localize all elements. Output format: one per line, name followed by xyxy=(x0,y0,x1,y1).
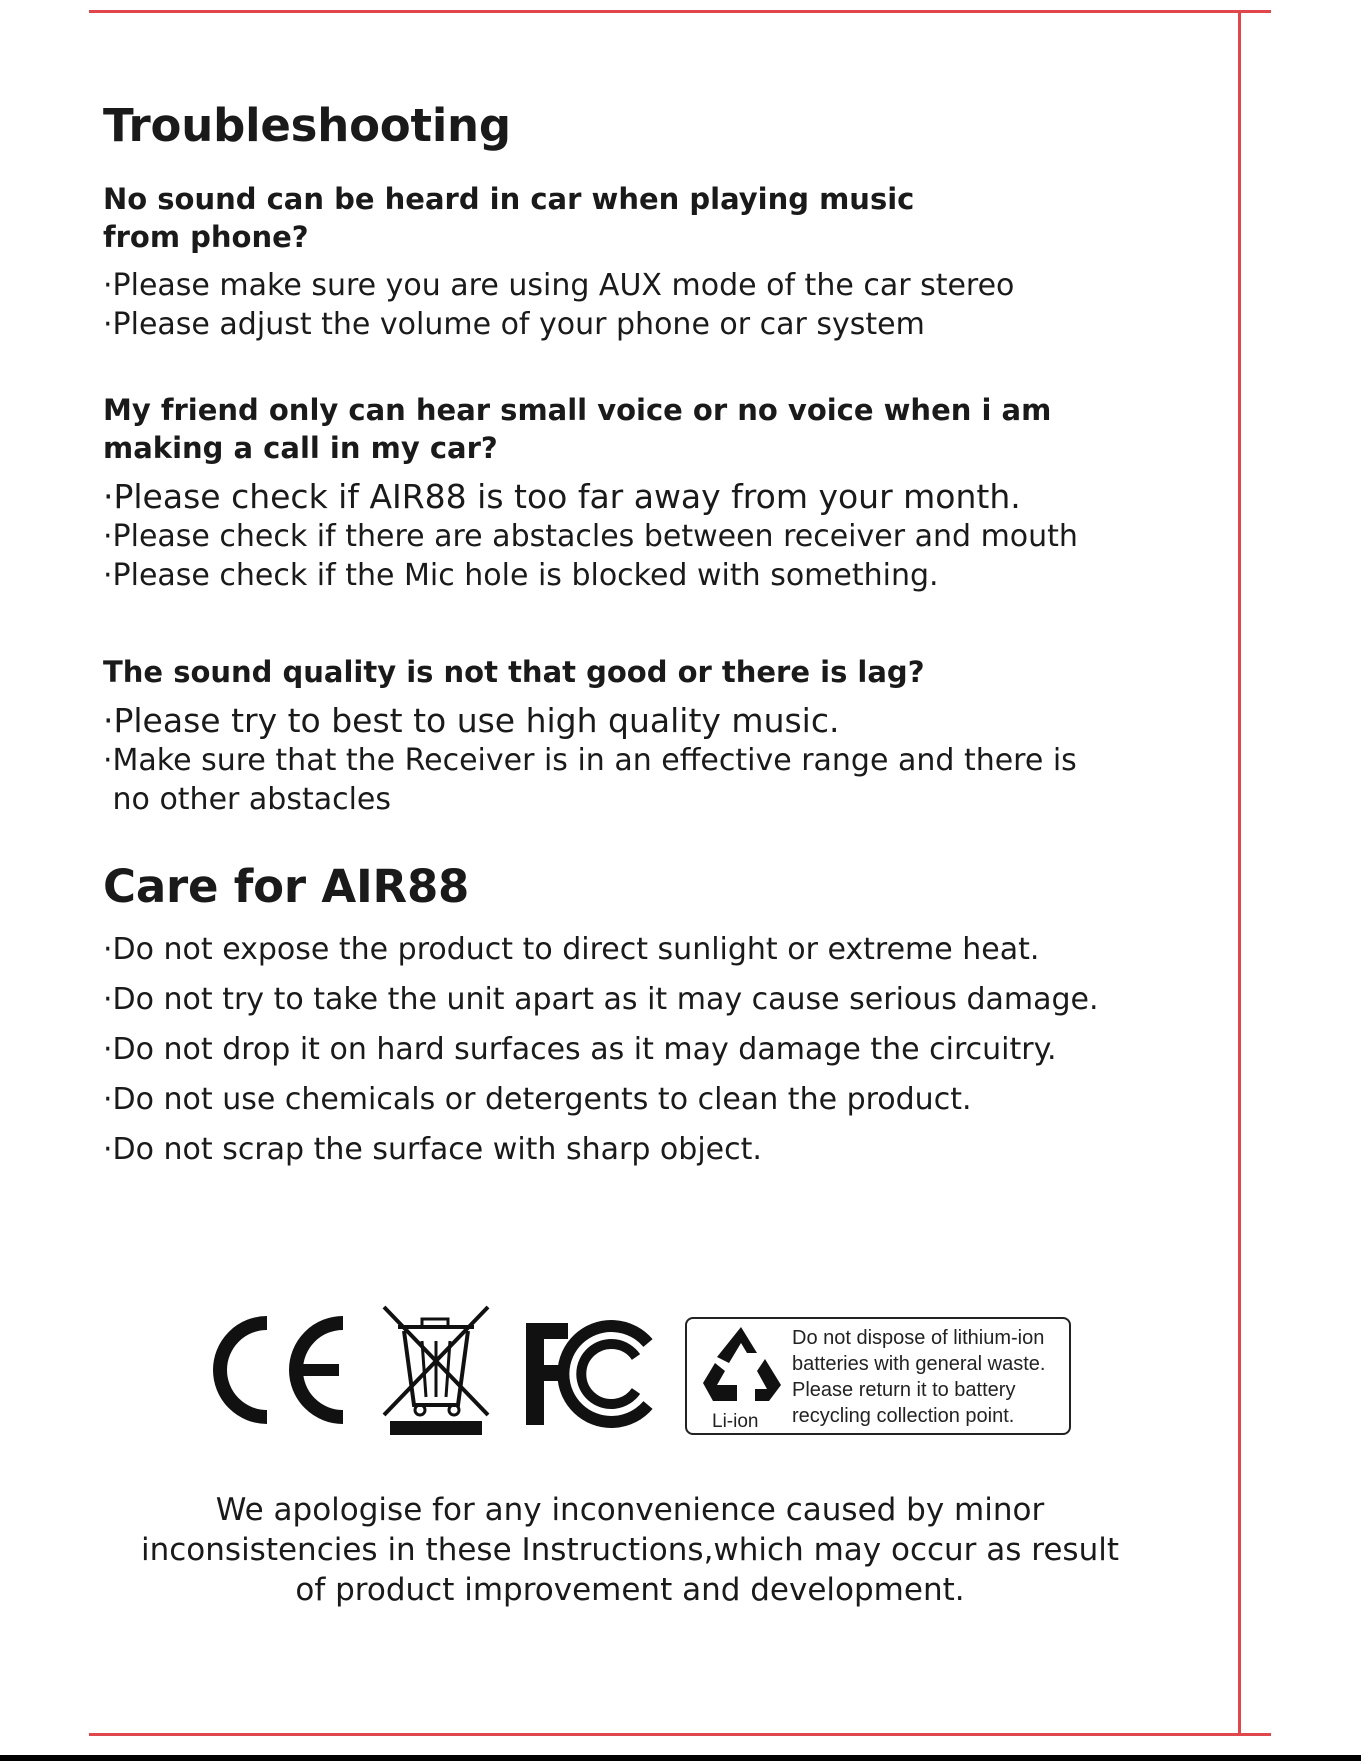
troubleshooting-title: Troubleshooting xyxy=(103,99,511,152)
certification-logos xyxy=(205,1305,1075,1435)
care-item: ·Do not try to take the unit apart as it may cause serious damage. xyxy=(103,982,1099,1017)
battery-notice-text xyxy=(792,1325,1062,1429)
answer-line: ·Make sure that the Receiver is in an effective range and there is xyxy=(103,743,1077,778)
disclaimer-footer xyxy=(100,1490,1160,1610)
bottom-border-line xyxy=(89,1733,1271,1736)
question-line: from phone? xyxy=(103,220,309,254)
care-section xyxy=(103,857,1183,1175)
answer-line: ·Please make sure you are using AUX mode of the car stereo xyxy=(103,268,1015,303)
battery-disposal-notice xyxy=(685,1317,1071,1435)
care-item: ·Do not scrap the surface with sharp object. xyxy=(103,1132,762,1167)
manual-content xyxy=(103,96,1183,1175)
question-line: My friend only can hear small voice or no voice when i am xyxy=(103,393,1052,427)
fcc-logo-icon xyxy=(520,1313,655,1433)
battery-notice-line: recycling collection point. xyxy=(792,1405,1015,1427)
answer-line: ·Please try to best to use high quality music. xyxy=(103,701,840,740)
question-line: making a call in my car? xyxy=(103,431,498,465)
care-item: ·Do not expose the product to direct sunlight or extreme heat. xyxy=(103,932,1040,967)
top-border-line xyxy=(89,10,1271,13)
answer-line: ·Please check if AIR88 is too far away from your month. xyxy=(103,477,1021,516)
ce-mark-icon xyxy=(205,1305,350,1435)
battery-notice-line: batteries with general waste. xyxy=(792,1353,1046,1375)
disclaimer-line: inconsistencies in these Instructions,which may occur as result xyxy=(141,1532,1119,1568)
right-border-line xyxy=(1238,10,1241,1736)
care-item: ·Do not use chemicals or detergents to clean the product. xyxy=(103,1082,972,1117)
weee-crossed-bin-icon xyxy=(380,1297,492,1437)
battery-notice-line: Do not dispose of lithium-ion xyxy=(792,1327,1045,1349)
disclaimer-line: of product improvement and development. xyxy=(295,1572,965,1608)
troubleshooting-item-no-sound xyxy=(103,180,1183,344)
answer-line: ·Please check if the Mic hole is blocked with something. xyxy=(103,558,939,593)
recycle-icon xyxy=(695,1323,787,1409)
battery-type-label: Li-ion xyxy=(712,1411,759,1432)
question-line: The sound quality is not that good or there is lag? xyxy=(103,655,925,689)
answer-line: ·Please check if there are abstacles between receiver and mouth xyxy=(103,519,1078,554)
page-edge-bar xyxy=(0,1755,1361,1761)
care-item: ·Do not drop it on hard surfaces as it may damage the circuitry. xyxy=(103,1032,1057,1067)
answer-line: no other abstacles xyxy=(103,782,392,817)
answer-line: ·Please adjust the volume of your phone or car system xyxy=(103,307,925,342)
battery-notice-line: Please return it to battery xyxy=(792,1379,1016,1401)
care-title: Care for AIR88 xyxy=(103,860,470,913)
question-line: No sound can be heard in car when playing music xyxy=(103,182,915,216)
troubleshooting-item-sound-quality xyxy=(103,653,1183,819)
disclaimer-line: We apologise for any inconvenience caused by minor xyxy=(215,1492,1045,1528)
troubleshooting-item-small-voice xyxy=(103,391,1183,595)
